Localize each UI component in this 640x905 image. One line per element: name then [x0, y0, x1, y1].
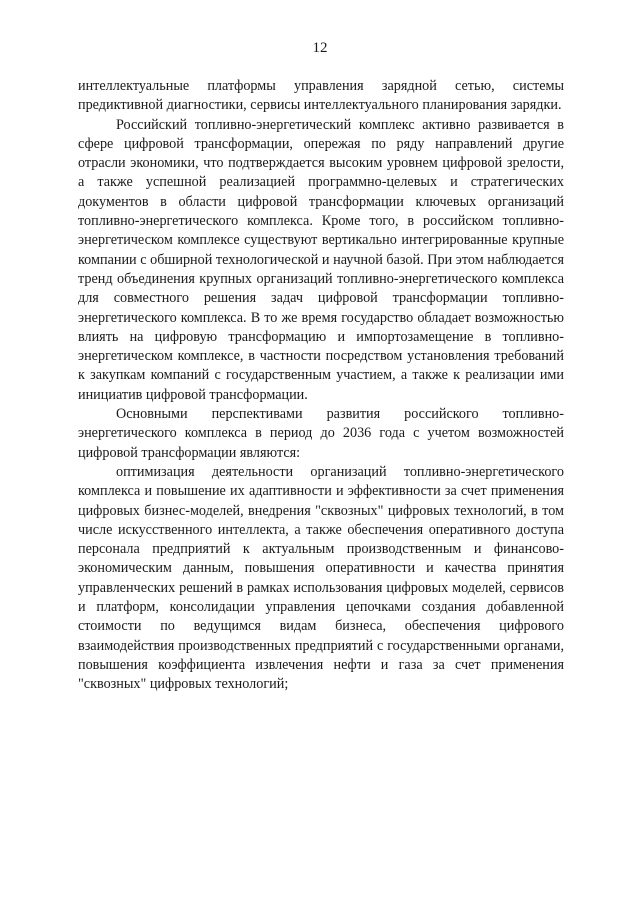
page-number: 12	[312, 40, 328, 56]
document-body	[78, 77, 564, 695]
paragraph-1: интеллектуальные платформы управления зарядной сетью, системы предиктивной диагностики, сервисы интеллектуального планирования зарядки.	[78, 78, 564, 114]
paragraph-2: Российский топливно-энергетический комплекс активно развивается в сфере цифровой трансформации, опережая по ряду направлений другие отрасли экономики, что подтверждается высоким уровнем цифровой зрелости, а также успешной реализацией программно-целевых и стратегических документов в области цифровой трансформации ключевых организаций топливно-энергетического комплекса. Кроме того, в российском топливно-энергетическом комплексе существуют вертикально интегрированные крупные компании с обширной технологической и научной базой. При этом наблюдается тренд объединения крупных организаций топливно-энергетического комплекса для совместного решения задач цифровой трансформации топливно-энергетического комплекса. В то же время государство обладает возможностью влиять на цифровую трансформацию и импортозамещение в топливно-энергетическом комплексе, в частности посредством установления требований к закупкам компаний с государственным участием, а также к реализации ими инициатив цифровой трансформации.	[78, 116, 564, 403]
paragraph-3: Основными перспективами развития российского топливно-энергетического комплекса в период до 2036 года с учетом возможностей цифровой трансформации являются:	[78, 406, 564, 461]
paragraph-4: оптимизация деятельности организаций топливно-энергетического комплекса и повышение их адаптивности и эффективности за счет применения цифровых бизнес-моделей, внедрения "сквозных" цифровых технологий, в том числе искусственного интеллекта, а также обеспечения оперативного доступа персонала предприятий к актуальным производственным и финансово-экономическим данным, повышения оперативности и качества принятия управленческих решений в рамках использования цифровых моделей, сервисов и платформ, консолидации управления цепочками создания добавленной стоимости по ведущимся видам бизнеса, обеспечения цифрового взаимодействия производственных предприятий с государственными органами, повышения коэффициента извлечения нефти и газа за счет применения "сквозных" цифровых технологий;	[78, 463, 564, 693]
